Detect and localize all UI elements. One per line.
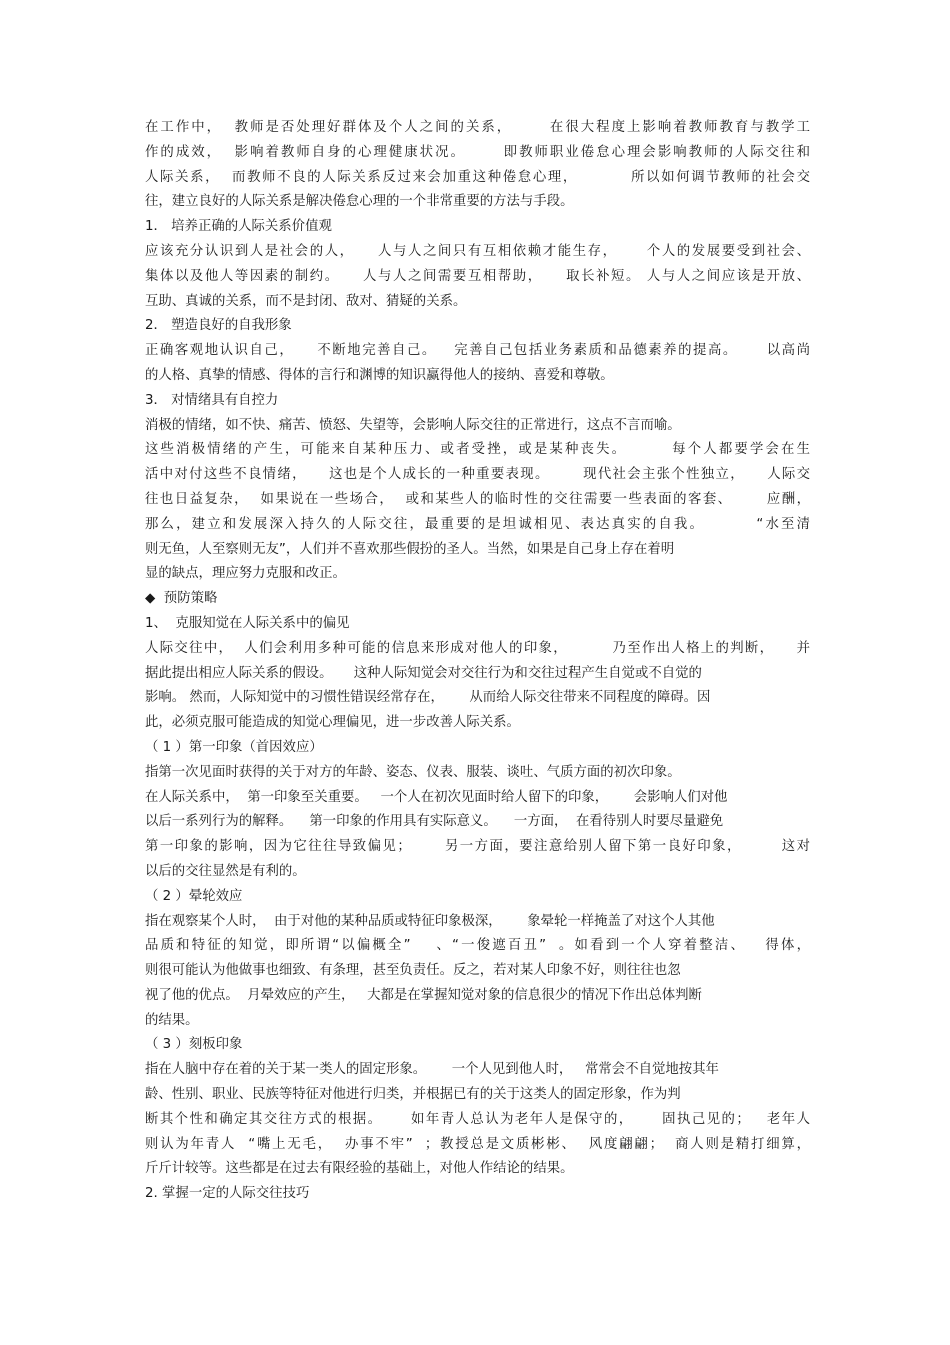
text-line: 则认为年青人 “嘴上无毛， 办事不牢” ；教授总是文质彬彬、 风度翩翩； 商人则是精打细算， [145,1136,810,1152]
text-line: 断其个性和确定其交往方式的根据。 如年青人总认为老年人是保守的， 固执己见的； 老年人 [145,1111,810,1127]
text-line: 斤斤计较等。这些都是在过去有限经验的基础上，对他人作结论的结果。 [145,1161,574,1177]
text-line: 则很可能认为他做事也细致、有条理，甚至负责任。反之，若对某人印象不好，则往往也忽 [145,963,681,979]
text-line: 显的缺点，理应努力克服和改正。 [145,566,346,582]
text-line: 的人格、真挚的情感、得体的言行和渊博的知识赢得他人的接纳、喜爱和尊敬。 [145,367,614,383]
text-line: 2． 塑造良好的自我形象 [145,318,292,334]
text-line: 据此提出相应人际关系的假设。 这种人际知觉会对交往行为和交往过程产生自觉或不自觉的 [145,665,702,681]
text-line: ◆ 预防策略 [145,591,218,607]
text-line: 品质和特征的知觉，即所谓“以偏概全” 、“一俊遮百丑” 。如看到一个人穿着整洁、 得体， [145,938,810,954]
text-line: 互助、真诚的关系，而不是封闭、敌对、猜疑的关系。 [145,293,467,309]
text-line: 应该充分认识到人是社会的人， 人与人之间只有互相依赖才能生存， 个人的发展要受到社会、 [145,243,810,259]
text-line: 2. 掌握一定的人际交往技巧 [145,1186,310,1202]
text-line: 指在人脑中存在着的关于某一类人的固定形象。 一个人见到他人时， 常常会不自觉地按其年 [145,1062,719,1078]
text-line: 消极的情绪，如不快、痛苦、愤怒、失望等，会影响人际交往的正常进行，这点不言而喻。 [145,417,681,433]
text-line: 在工作中， 教师是否处理好群体及个人之间的关系， 在很大程度上影响着教师教育与教学工 [145,120,810,135]
text-line: 则无鱼，人至察则无友”，人们并不喜欢那些假扮的圣人。当然，如果是自己身上存在着明 [145,541,675,557]
text-line: 指在观察某个人时， 由于对他的某种品质或特征印象极深， 象晕轮一样掩盖了对这个人其他 [145,913,715,929]
text-line: 往，建立良好的人际关系是解决倦怠心理的一个非常重要的方法与手段。 [145,194,574,210]
text-line: （ 3 ）刻板印象 [145,1037,243,1053]
text-line: 影响。 然而，人际知觉中的习惯性错误经常存在， 从而给人际交往带来不同程度的障碍。因 [145,690,711,706]
text-line: 往也日益复杂， 如果说在一些场合， 或和某些人的临时性的交往需要一些表面的客套、 应酬， [145,491,810,507]
text-line: 这些消极情绪的产生，可能来自某种压力、或者受挫，或是某种丧失。 每个人都要学会在生 [145,442,810,458]
text-line: 活中对付这些不良情绪， 这也是个人成长的一种重要表现。 现代社会主张个性独立， 人际交 [145,467,810,483]
text-line: 作的成效， 影响着教师自身的心理健康状况。 即教师职业倦怠心理会影响教师的人际交往和 [145,144,810,160]
text-line: 的结果。 [145,1012,199,1028]
text-line: 龄、性别、职业、民族等特征对他进行归类，并根据已有的关于这类人的固定形象，作为判 [145,1087,681,1103]
text-line: 1． 培养正确的人际关系价值观 [145,219,332,235]
text-line: 指第一次见面时获得的关于对方的年龄、姿态、仪表、服装、谈吐、气质方面的初次印象。 [145,764,681,780]
text-line: 集体以及他人等因素的制约。 人与人之间需要互相帮助， 取长补短。 人与人之间应该是开放、 [145,268,810,284]
text-line: 视了他的优点。 月晕效应的产生， 大都是在掌握知觉对象的信息很少的情况下作出总体判断 [145,987,702,1003]
text-line: 人际关系， 而教师不良的人际关系反过来会加重这种倦怠心理， 所以如何调节教师的社会交 [145,169,810,185]
text-line: 3． 对情绪具有自控力 [145,392,279,408]
text-line: 第一印象的影响，因为它往往导致偏见； 另一方面，要注意给别人留下第一良好印象， 这对 [145,839,810,855]
document-body [145,116,810,1207]
text-line: （ 2 ）晕轮效应 [145,888,243,904]
text-line: 以后一系列行为的解释。 第一印象的作用具有实际意义。 一方面， 在看待别人时要尽量避免 [145,814,724,830]
text-line: 人际交往中， 人们会利用多种可能的信息来形成对他人的印象， 乃至作出人格上的判断， 并 [145,640,810,656]
text-line: 正确客观地认识自己， 不断地完善自己。 完善自己包括业务素质和品德素养的提高。 以高尚 [145,343,810,359]
text-line: 在人际关系中， 第一印象至关重要。 一个人在初次见面时给人留下的印象， 会影响人们对他 [145,789,728,805]
text-line: 以后的交往显然是有利的。 [145,863,306,879]
text-line: 那么，建立和发展深入持久的人际交往，最重要的是坦诚相见、表达真实的自我。 “水至清 [145,516,810,532]
text-line: （ 1 ）第一印象（首因效应） [145,739,323,755]
text-line: 1、 克服知觉在人际关系中的偏见 [145,615,350,631]
text-line: 此，必须克服可能造成的知觉心理偏见，进一步改善人际关系。 [145,715,520,731]
